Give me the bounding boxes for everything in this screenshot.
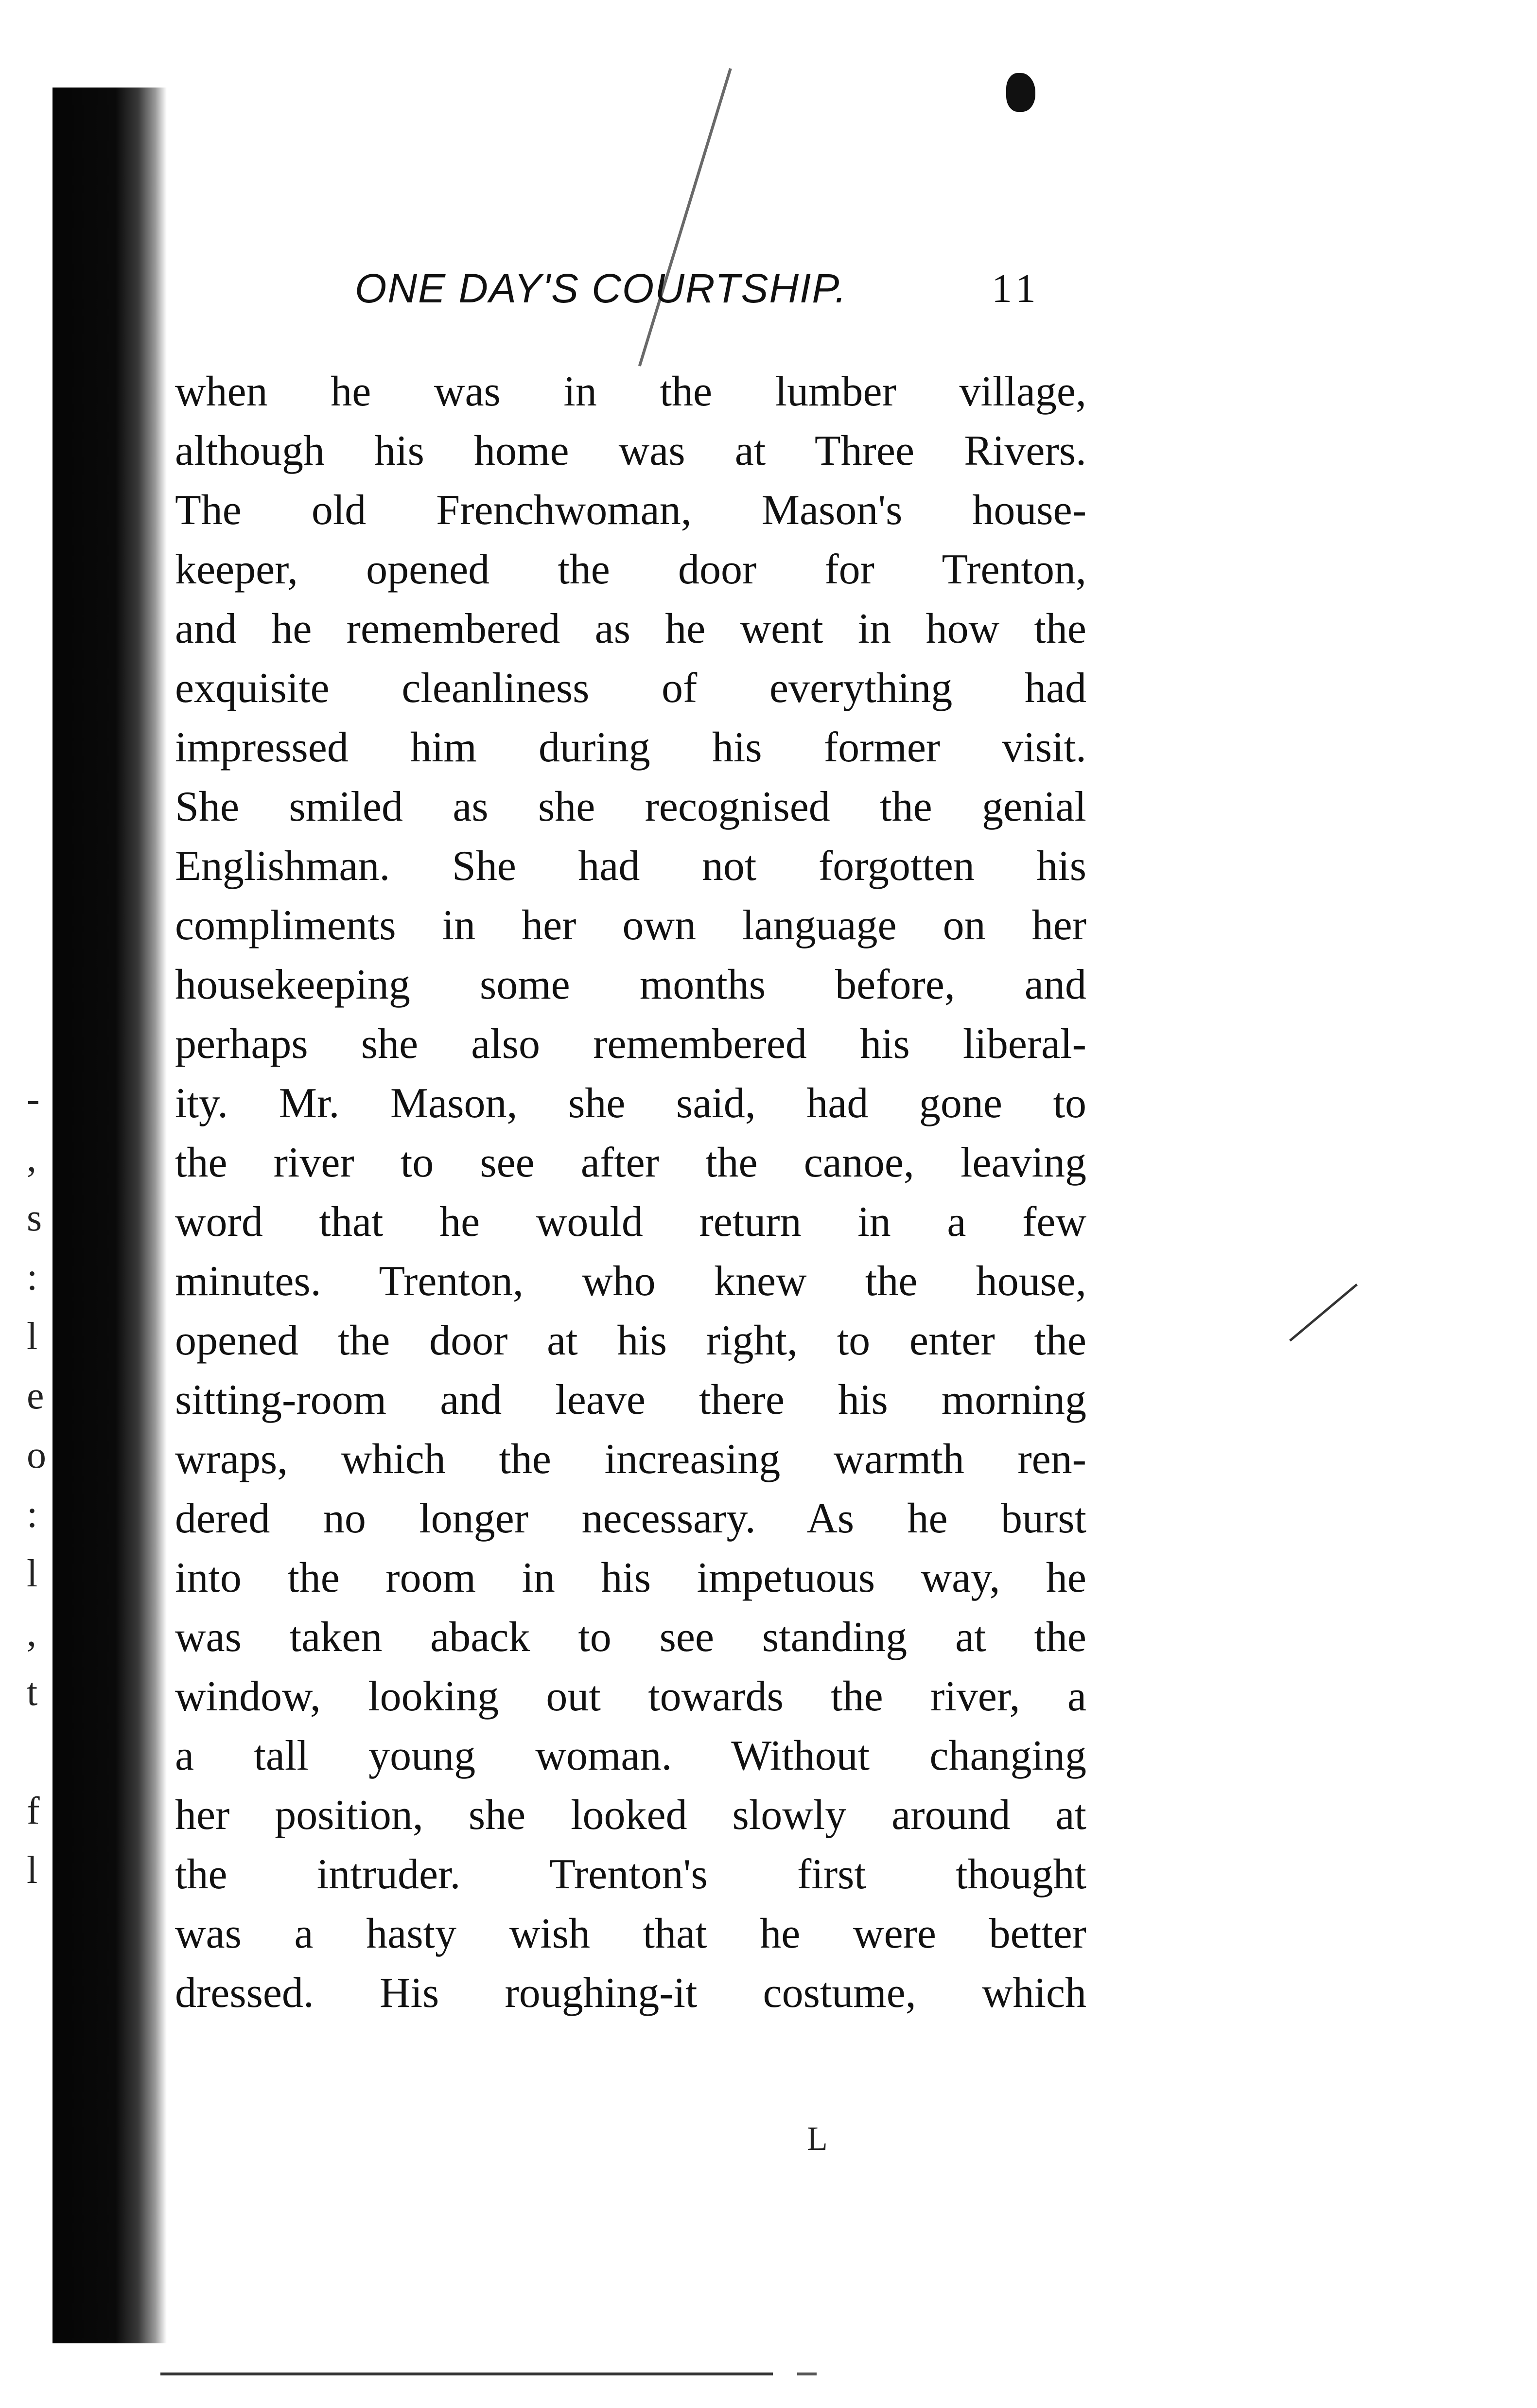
bleed-char: , bbox=[27, 1137, 36, 1180]
bottom-rule-fragment bbox=[797, 2373, 817, 2375]
text-line: wraps, which the increasing warmth ren- bbox=[175, 1436, 1086, 1483]
bleed-char bbox=[27, 1722, 66, 1781]
text-line: ity. Mr. Mason, she said, had gone to bbox=[175, 1080, 1086, 1127]
text-line: the intruder. Trenton's first thought bbox=[175, 1851, 1086, 1898]
text-line: when he was in the lumber village, bbox=[175, 368, 1086, 415]
text-line: window, looking out towards the river, a bbox=[175, 1673, 1086, 1720]
bottom-rule bbox=[160, 2373, 773, 2375]
text-line: was a hasty wish that he were better bbox=[175, 1910, 1086, 1957]
text-line: perhaps she also remembered his liberal- bbox=[175, 1020, 1086, 1068]
text-line: word that he would return in a few bbox=[175, 1198, 1086, 1246]
body-text bbox=[175, 362, 1086, 2023]
bleed-char: e bbox=[27, 1374, 44, 1417]
text-line: dered no longer necessary. As he burst bbox=[175, 1495, 1086, 1542]
pencil-mark-letter: L bbox=[807, 2120, 828, 2158]
text-line: was taken aback to see standing at the bbox=[175, 1614, 1086, 1661]
pencil-stroke bbox=[638, 68, 732, 367]
bleed-char: : bbox=[27, 1256, 38, 1299]
text-line: into the room in his impetuous way, he bbox=[175, 1554, 1086, 1601]
bleed-char: s bbox=[27, 1196, 42, 1239]
bleed-char: : bbox=[27, 1493, 38, 1536]
bleed-char: l bbox=[27, 1315, 38, 1358]
bleed-char: f bbox=[27, 1790, 40, 1832]
facing-page-bleed bbox=[27, 1070, 66, 1900]
text-line: She smiled as she recognised the genial bbox=[175, 783, 1086, 830]
binding-gutter bbox=[52, 88, 167, 2343]
running-title: ONE DAY'S COURTSHIP. bbox=[355, 265, 847, 311]
text-line: Englishman. She had not forgotten his bbox=[175, 843, 1086, 890]
running-head bbox=[355, 265, 1113, 318]
bleed-char: l bbox=[27, 1849, 38, 1892]
bleed-char: l bbox=[27, 1552, 38, 1595]
text-line: the river to see after the canoe, leaving bbox=[175, 1139, 1086, 1186]
bleed-char: o bbox=[27, 1434, 46, 1476]
text-line: keeper, opened the door for Trenton, bbox=[175, 546, 1086, 593]
pencil-stroke bbox=[1289, 1283, 1358, 1342]
text-line: exquisite cleanliness of everything had bbox=[175, 665, 1086, 712]
text-line: housekeeping some months before, and bbox=[175, 961, 1086, 1008]
text-line: although his home was at Three Rivers. bbox=[175, 427, 1086, 475]
text-line: compliments in her own language on her bbox=[175, 902, 1086, 949]
text-line: impressed him during his former visit. bbox=[175, 724, 1086, 771]
bleed-char: - bbox=[27, 1078, 40, 1121]
text-line: minutes. Trenton, who knew the house, bbox=[175, 1258, 1086, 1305]
ink-blot bbox=[1006, 73, 1035, 112]
bleed-char: t bbox=[27, 1671, 38, 1714]
text-line: The old Frenchwoman, Mason's house- bbox=[175, 487, 1086, 534]
text-line: dressed. His roughing-it costume, which bbox=[175, 1969, 1086, 2017]
text-line: her position, she looked slowly around at bbox=[175, 1792, 1086, 1839]
text-line: opened the door at his right, to enter the bbox=[175, 1317, 1086, 1364]
text-line: a tall young woman. Without changing bbox=[175, 1732, 1086, 1779]
text-line: and he remembered as he went in how the bbox=[175, 605, 1086, 652]
bleed-char: , bbox=[27, 1612, 36, 1654]
page-number: 11 bbox=[992, 266, 1041, 311]
text-line: sitting-room and leave there his morning bbox=[175, 1376, 1086, 1424]
